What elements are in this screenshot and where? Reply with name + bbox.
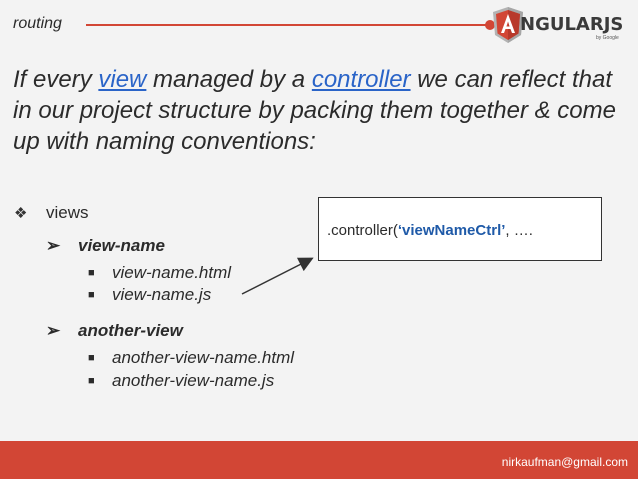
view-link[interactable]: view: [98, 66, 147, 93]
intro-text-3: we can reflect that in our project structure by packing them together & come up with naming conventions:: [13, 66, 616, 155]
controller-link[interactable]: controller: [311, 66, 411, 93]
file-name: view-name.js: [112, 285, 212, 304]
square-bullet-icon: ■: [88, 352, 95, 364]
views-label: views: [46, 203, 89, 222]
list-item: [88, 285, 211, 305]
header-divider: [86, 24, 490, 26]
diamond-bullet-icon: ❖: [14, 205, 28, 222]
code-callout-box: [318, 197, 602, 261]
views-bullet: [14, 203, 89, 223]
list-item: [88, 371, 274, 391]
group-label: another-view: [78, 321, 183, 340]
section-title: routing: [13, 15, 62, 32]
file-name: another-view-name.html: [112, 348, 295, 367]
footer-bar: [0, 441, 638, 479]
list-item: [88, 263, 231, 283]
group-label: view-name: [78, 236, 165, 255]
arrow-bullet-icon: ➢: [46, 321, 61, 340]
arrow-line: [242, 259, 311, 294]
group-view-name: [46, 236, 165, 256]
list-item: [88, 348, 294, 368]
intro-text-1: If every: [13, 66, 99, 93]
code-prefix: .controller(: [327, 222, 398, 239]
code-snippet: [327, 222, 533, 239]
intro-text-2: managed by a: [146, 66, 312, 93]
author-email: nirkaufman@gmail.com: [501, 455, 628, 469]
arrow-bullet-icon: ➢: [46, 236, 61, 255]
code-suffix: , ….: [505, 222, 533, 239]
file-name: another-view-name.js: [112, 371, 275, 390]
square-bullet-icon: ■: [88, 289, 95, 301]
file-name: view-name.html: [112, 263, 232, 282]
code-controller-name: ‘viewNameCtrl’: [397, 222, 506, 239]
square-bullet-icon: ■: [88, 375, 95, 387]
square-bullet-icon: ■: [88, 267, 95, 279]
intro-paragraph: [13, 64, 623, 157]
logo-byline: by Google: [596, 35, 619, 41]
group-another-view: [46, 321, 183, 341]
logo-wordmark: NGULARJS: [520, 14, 624, 35]
angularjs-logo: [492, 4, 638, 46]
